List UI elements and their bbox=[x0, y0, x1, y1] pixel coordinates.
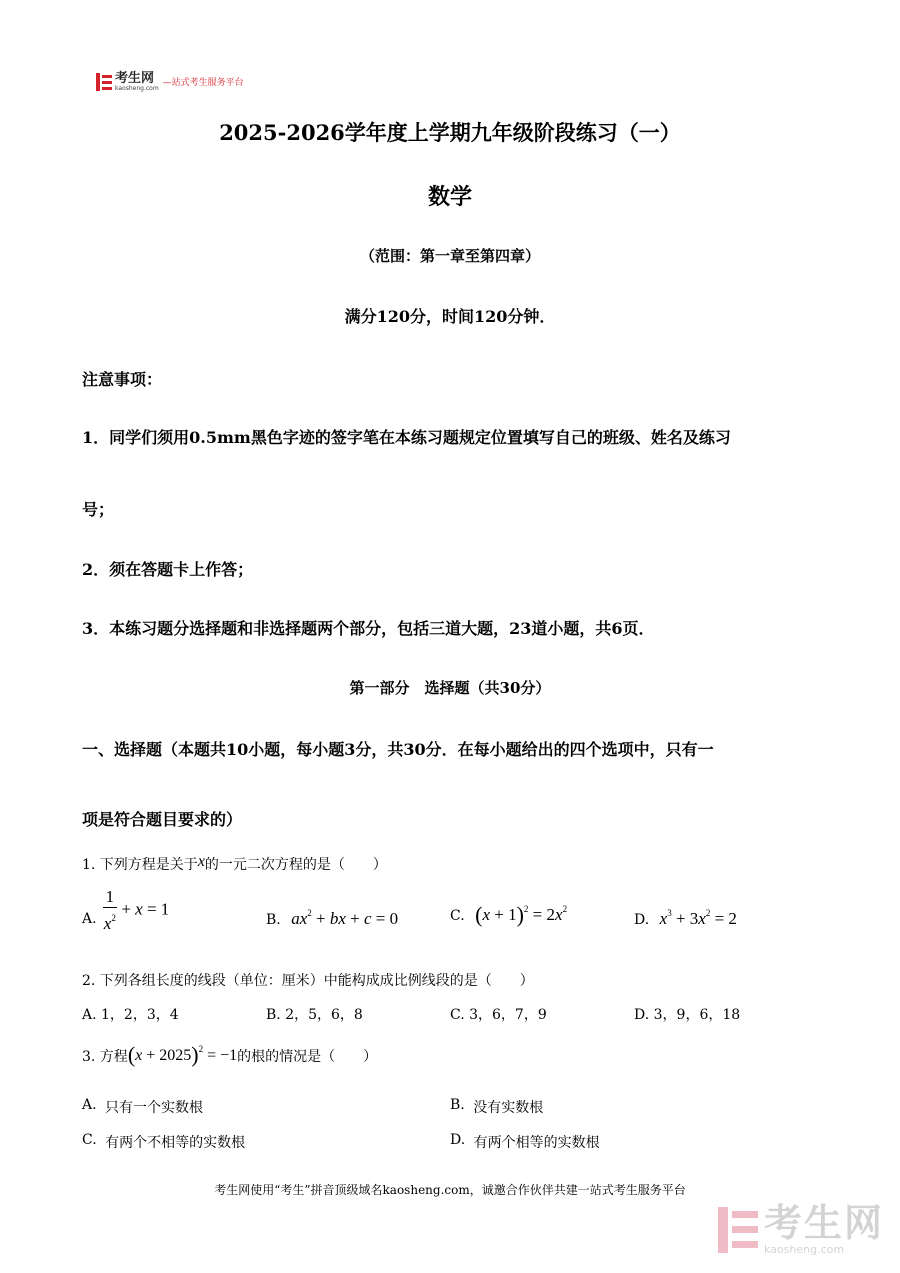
subject-title: 数学 bbox=[427, 184, 472, 210]
page-footer: 考生网使用“考生”拼音顶级域名kaosheng.com，诚邀合作伙伴共建一站式考生服务平台 bbox=[214, 1183, 686, 1197]
kaosheng-logo-icon bbox=[96, 73, 112, 91]
option-text: 有两个不相等的实数根 bbox=[105, 1135, 246, 1151]
watermark-text bbox=[764, 1203, 884, 1256]
question-1-option-d bbox=[634, 908, 737, 929]
question-1-stem bbox=[82, 853, 387, 874]
question-3-option-c bbox=[82, 1132, 245, 1152]
page-title: 2025-2026学年度上学期九年级阶段练习（一） bbox=[219, 120, 681, 145]
option-label: D. bbox=[634, 912, 650, 928]
section-heading: 一、选择题（本题共10小题，每小题3分，共30分．在每小题给出的四个选项中，只有一 bbox=[82, 740, 714, 759]
question-2-option-c: C. 3，6，7，9 bbox=[450, 1007, 547, 1023]
watermark-name: 考生网 bbox=[764, 1201, 885, 1245]
question-3-option-b bbox=[450, 1097, 543, 1117]
option-label: B. bbox=[450, 1097, 465, 1113]
logo-slogan: —站式考生服务平台 bbox=[162, 77, 244, 88]
watermark-logo bbox=[718, 1203, 884, 1256]
question-3-stem bbox=[82, 1042, 377, 1068]
question-3-option-a bbox=[82, 1097, 203, 1117]
note-item-1: 1．同学们须用0.5mm黑色字迹的签字笔在本练习题规定位置填写自己的班级、姓名及练习 bbox=[82, 428, 731, 447]
option-label: B. bbox=[266, 912, 281, 928]
question-1-var: x bbox=[197, 853, 205, 870]
question-3-prefix: 3. 方程 bbox=[82, 1049, 128, 1065]
option-c-formula: $(x + 1)^2 = 2x^2$ bbox=[475, 902, 568, 927]
question-2-stem: 2. 下列各组长度的线段（单位：厘米）中能构成成比例线段的是（ ） bbox=[82, 973, 534, 989]
question-1-option-b bbox=[266, 908, 398, 929]
note-item-3: 3．本练习题分选择题和非选择题两个部分，包括三道大题，23道小题，共6页． bbox=[82, 619, 655, 638]
question-3-equation: $(x + 2025)^2 = -1$ bbox=[127, 1042, 238, 1067]
question-1-option-a bbox=[82, 888, 169, 932]
part-title: 第一部分 选择题（共30分） bbox=[349, 679, 551, 697]
notes-heading: 注意事项： bbox=[82, 370, 163, 389]
section-heading-cont: 项是符合题目要求的） bbox=[82, 810, 243, 829]
option-a-formula: $\frac{1}{x^2}$ + x = 1 bbox=[103, 886, 170, 933]
question-2-option-d: D. 3，9，6，18 bbox=[634, 1007, 741, 1023]
question-1-suffix: 的一元二次方程的是（ ） bbox=[204, 857, 387, 873]
kaosheng-watermark-icon bbox=[718, 1207, 758, 1253]
logo-text bbox=[115, 72, 159, 92]
score-time-text: 满分120分，时间120分钟． bbox=[344, 307, 556, 326]
option-b-formula: $ax^2$ + bx + c = 0 bbox=[291, 908, 399, 928]
question-2-option-b: B. 2，5，6，8 bbox=[266, 1007, 363, 1023]
question-2-option-a: A. 1，2，3，4 bbox=[82, 1007, 179, 1023]
option-label: A. bbox=[82, 1097, 97, 1113]
logo-name: 考生网 bbox=[115, 71, 155, 86]
question-3-option-d bbox=[450, 1132, 600, 1152]
note-item-1-cont: 号； bbox=[82, 500, 115, 519]
question-1-prefix: 1. 下列方程是关于 bbox=[82, 857, 198, 873]
option-label: C. bbox=[450, 908, 465, 924]
option-label: C. bbox=[82, 1132, 97, 1148]
option-text: 没有实数根 bbox=[473, 1100, 544, 1116]
option-d-formula: $x^3 + 3x^2 = 2$ bbox=[659, 908, 737, 928]
question-1-option-c bbox=[450, 902, 567, 928]
option-label: A. bbox=[82, 911, 97, 927]
question-3-suffix: 的根的情况是（ ） bbox=[237, 1049, 378, 1065]
option-text: 有两个相等的实数根 bbox=[473, 1135, 600, 1151]
watermark-domain: kaosheng.com bbox=[764, 1243, 845, 1256]
scope-text: （范围：第一章至第四章） bbox=[359, 247, 540, 265]
option-label: D. bbox=[450, 1132, 466, 1148]
header-logo bbox=[96, 72, 244, 92]
option-text: 只有一个实数根 bbox=[105, 1100, 204, 1116]
logo-domain: kaosheng.com bbox=[115, 85, 159, 92]
note-item-2: 2．须在答题卡上作答； bbox=[82, 560, 254, 579]
